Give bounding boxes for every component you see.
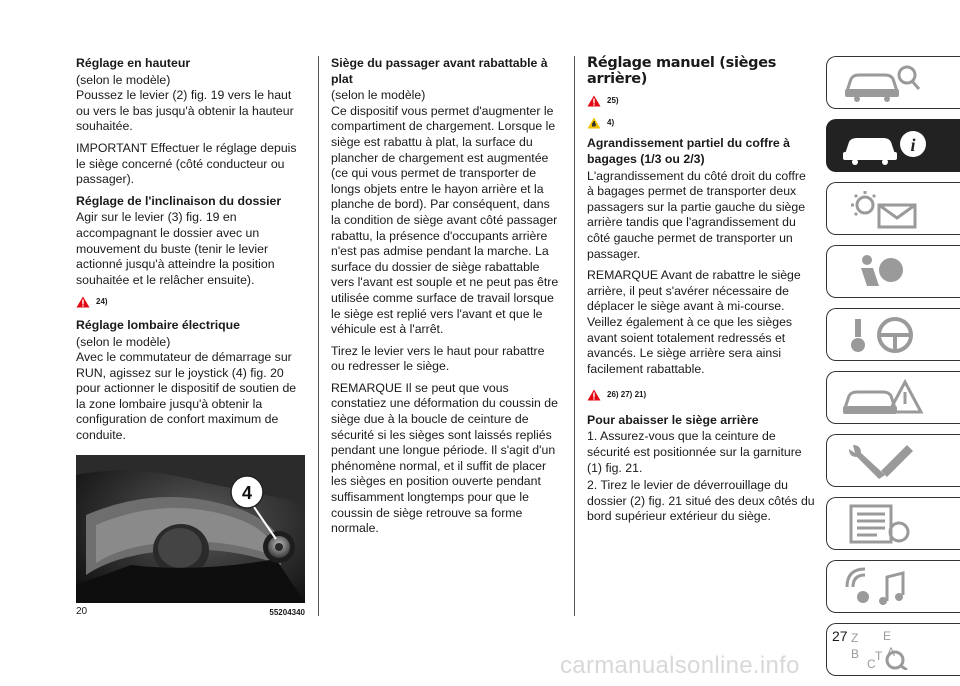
paragraph: L'agrandissement du côté droit du coffre à bagages permet de transporter deux passagers sur la partie gauche du siège arrière tandis que l'agrandissement du côté gauche permet de transporter un passager. <box>587 168 806 261</box>
warning-triangle-icon <box>587 389 601 401</box>
page-number: 27 <box>832 628 848 644</box>
heading-backrest-tilt: Réglage de l'inclinaison du dossier <box>76 193 282 208</box>
heading-lumbar: Réglage lombaire électrique <box>76 317 241 332</box>
warning-triangle-icon <box>587 95 601 107</box>
seat-lumbar-photo <box>76 455 305 603</box>
heading-height-adjust: Réglage en hauteur <box>76 56 191 70</box>
column-divider <box>574 56 575 616</box>
svg-text:T: T <box>875 648 883 663</box>
svg-text:Z: Z <box>851 630 859 645</box>
svg-text:B: B <box>851 646 860 661</box>
caution-hand-icon <box>587 117 601 129</box>
airbag-safety-icon <box>837 252 927 292</box>
steering-ignition-icon <box>837 315 927 355</box>
paragraph: Tirez le levier vers le haut pour rabattre ou redresser le siège. <box>331 343 545 374</box>
warning-note <box>587 93 815 109</box>
specifications-icon <box>837 504 927 544</box>
warning-ref: 26) 27) 21) <box>607 390 647 400</box>
tab-dashboard-lights[interactable] <box>826 182 960 235</box>
tab-emergency[interactable] <box>826 371 960 424</box>
tab-steering-ignition[interactable] <box>826 308 960 361</box>
section-title: Réglage manuel (sièges arrière) <box>587 55 777 87</box>
column-left <box>76 56 304 450</box>
svg-text:i: i <box>910 134 916 155</box>
warning-note <box>587 387 815 403</box>
dashboard-lights-icon <box>837 189 927 229</box>
paragraph: 2. Tirez le levier de déverrouillage du dossier (2) fig. 21 situé des deux côtés du bord supérieur extérieur du siège. <box>587 478 815 524</box>
paragraph: IMPORTANT Effectuer le réglage depuis le siège concerné (côté conducteur ou passager). <box>76 140 297 187</box>
model-note: (selon le modèle) <box>76 72 171 87</box>
index-icon <box>837 630 927 670</box>
heading-fold-flat-seat: Siège du passager avant rabattable à plat <box>331 56 548 86</box>
paragraph: Ce dispositif vous permet d'augmenter le compartiment de chargement. Lorsque le siège est rabattu à plat, la surface du plancher de chargement est augmentée (ce qui vous permet de transporter de longs objets entre le hayon arrière et la planche de bord). Par conséquent, dans la condition de siège avant côté passager rabattu, la présence d'occupants arrière n'est pas admise pendant la marche. La surface du dossier de siège rabattable vers l'avant est souple et ne peut pas être utilisée comme surface de travail lorsque le siège est replié vers l'avant et que le véhicule est à l'arrêt. <box>331 103 559 337</box>
tab-specifications[interactable] <box>826 497 960 550</box>
model-note: (selon le modèle) <box>76 334 171 349</box>
car-search-icon <box>837 63 927 103</box>
paragraph: Avec le commutateur de démarrage sur RUN, agissez sur le joystick (4) fig. 20 pour actionner le dispositif de soutien de la zone lombaire jusqu'à obtenir la configuration de confort maximum de conduite. <box>76 350 297 443</box>
maintenance-tools-icon <box>837 441 927 481</box>
column-middle <box>331 56 561 543</box>
svg-text:A: A <box>887 644 896 659</box>
chapter-tabs <box>826 56 960 686</box>
model-note: (selon le modèle) <box>331 88 426 103</box>
caution-note <box>587 115 815 131</box>
paragraph: 1. Assurez-vous que la ceinture de sécurité est positionnée sur la garniture (1) fig. 21. <box>587 429 802 475</box>
car-info-icon <box>837 126 927 166</box>
tab-car-info[interactable] <box>826 119 960 172</box>
svg-text:E: E <box>883 629 892 643</box>
column-divider <box>318 56 319 616</box>
svg-text:C: C <box>867 656 876 670</box>
tab-airbag-safety[interactable] <box>826 245 960 298</box>
figure-code: 55204340 <box>269 608 305 617</box>
figure-number: 20 <box>76 606 88 617</box>
paragraph: Agir sur le levier (3) fig. 19 en accompagnant le dossier avec un mouvement du buste (tenir le levier actionné jusqu'à atteindre la position souhaitée et le relâcher ensuite). <box>76 210 275 287</box>
watermark: carmanualsonline.info <box>560 652 800 679</box>
tab-maintenance-tools[interactable] <box>826 434 960 487</box>
warning-ref: 24) <box>96 297 108 307</box>
warning-ref: 25) <box>607 96 619 106</box>
emergency-icon <box>837 378 927 418</box>
tab-car-search[interactable] <box>826 56 960 109</box>
warning-triangle-icon <box>76 296 90 308</box>
multimedia-icon <box>837 567 927 607</box>
tab-multimedia[interactable] <box>826 560 960 613</box>
figure-callout-label: 4 <box>241 483 253 503</box>
warning-note <box>76 294 304 310</box>
heading-lower-rear-seat: Pour abaisser le siège arrière <box>587 412 759 427</box>
paragraph: Poussez le levier (2) fig. 19 vers le haut ou vers le bas jusqu'à obtenir la hauteur souhaitée. <box>76 88 294 134</box>
heading-partial-enlargement: Agrandissement partiel du coffre à bagages (1/3 ou 2/3) <box>587 136 790 166</box>
paragraph: REMARQUE Avant de rabattre le siège arrière, il peut s'avérer nécessaire de déplacer le siège avant à mi-course. Veillez également à ce que les sièges avant soient totalement redressés et avancés. Le siège arrière sera ainsi facilement rabattable. <box>587 268 801 376</box>
paragraph: REMARQUE Il se peut que vous constatiez une déformation du coussin de siège due à la boucle de ceinture de sécurité si les sièges sont laissés repliés pendant une longue période. Il s'agit d'un phénomène normal, et il suffit de placer les sièges en position ouverte pendant suffisamment longtemps pour que le coussin de siège retrouve sa forme normale. <box>331 380 558 536</box>
column-right <box>587 56 815 531</box>
caution-ref: 4) <box>607 117 615 127</box>
